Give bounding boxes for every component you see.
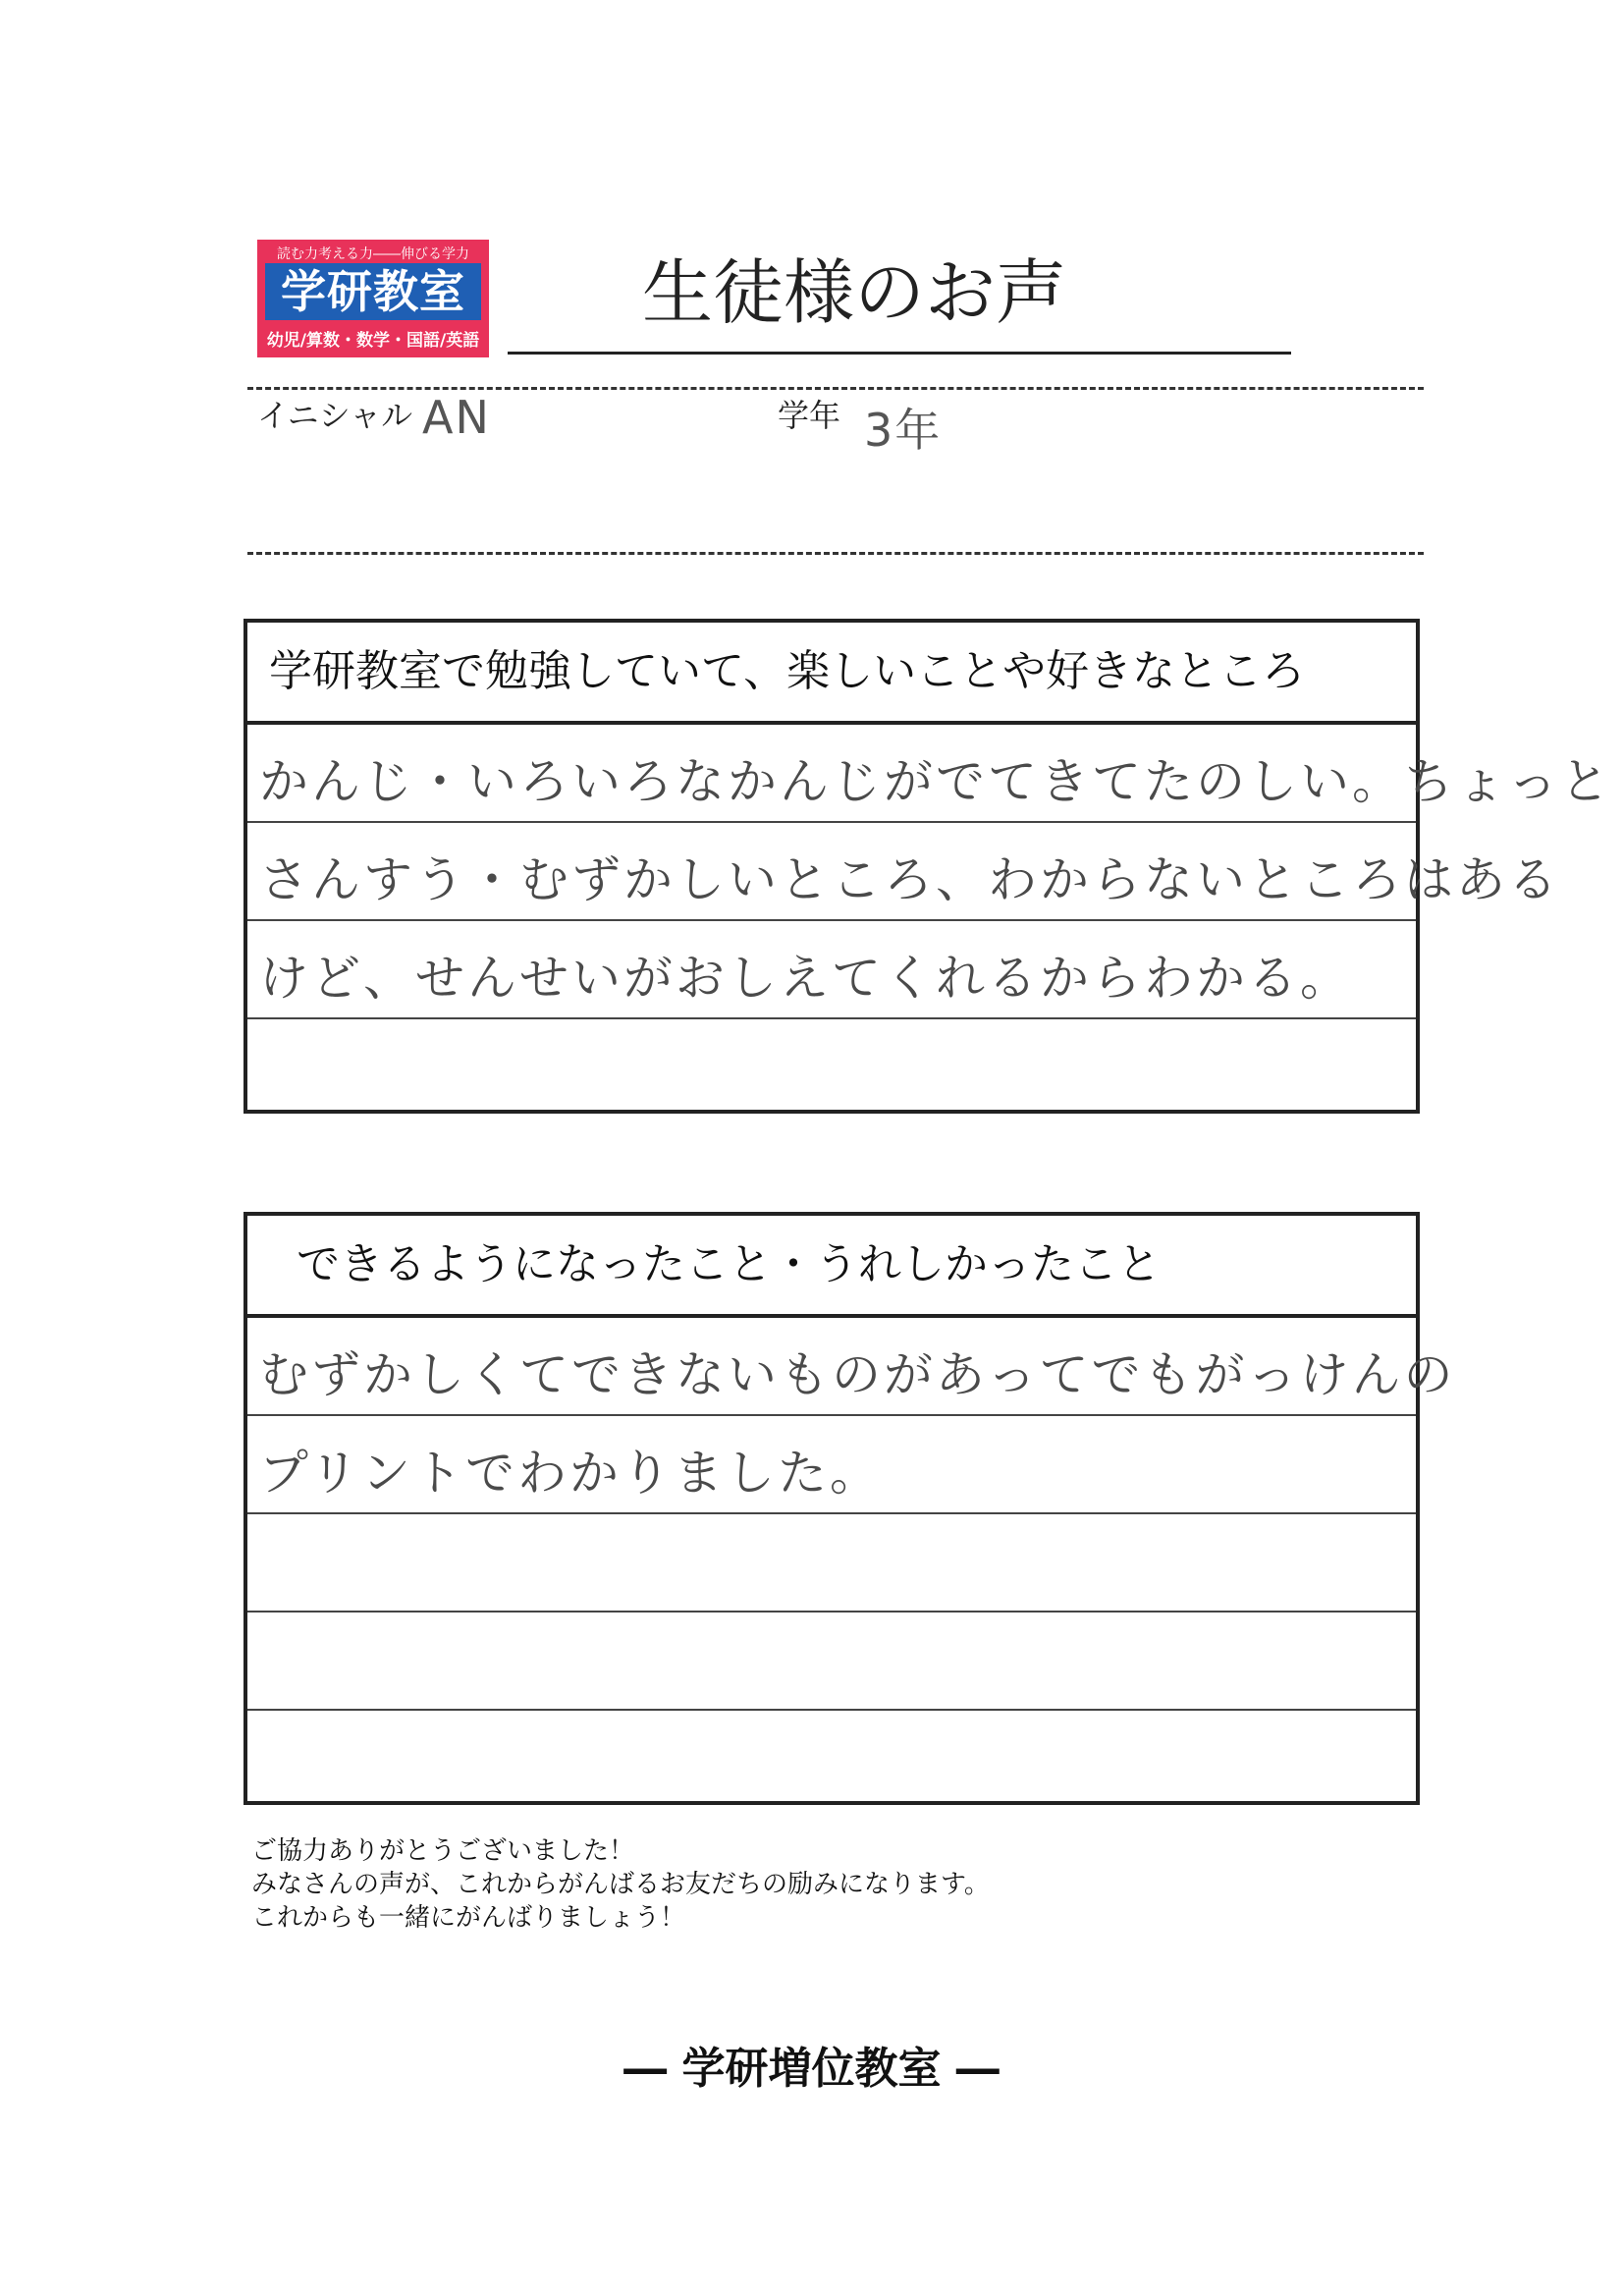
answer-line [247,921,1416,1019]
handwritten-answer: さんすう・むずかしいところ、わからないところはある [259,851,1560,908]
handwritten-answer: むずかしくてできないものがあってでもがっけんの [259,1346,1456,1403]
answer-line [247,725,1612,823]
handwritten-answer: けど、せんせいがおしえてくれるからわかる。 [259,950,1352,1007]
handwritten-answer: プリントでわかりました。 [259,1445,882,1502]
logo-subjects: 幼児/算数・数学・国語/英語 [266,331,480,351]
thanks-note [251,1834,990,1935]
thanks-line: ご協力ありがとうございました！ [251,1836,635,1866]
answer-line [247,1318,1456,1416]
answer-line [247,823,1560,921]
thanks-line: みなさんの声が、これからがんばるお友だちの励みになります。 [251,1870,990,1899]
answer-line [247,1711,1416,1809]
handwritten-answer: かんじ・いろいろなかんじがでてきてたのしい。ちょっと [259,753,1612,810]
logo-name: 学研教室 [265,263,481,320]
initial-label: イニシャル [257,397,413,434]
section-achievements-heading: できるようになったこと・うれしかったこと [247,1216,1416,1318]
dashed-divider-top [247,387,1424,390]
thanks-line: これからも一緒にがんばりましょう！ [251,1903,686,1933]
gakken-logo [257,240,489,357]
grade-value: 3年 [864,404,943,457]
answer-line [247,1019,1416,1118]
page-title: 生徒様のお声 [641,251,1066,334]
dashed-divider-bottom [247,552,1424,555]
logo-tagline: 読む力考える力――伸びる学力 [277,246,469,262]
title-underline [508,352,1291,355]
section-enjoyment [243,619,1612,1114]
classroom-name: ― 学研増位教室 ― [623,2044,1000,2094]
section-achievements [243,1212,1456,1805]
initial-value: AN [422,391,491,444]
answer-line [247,1416,1416,1514]
grade-label: 学年 [778,397,841,434]
answer-line [247,1514,1416,1613]
section-enjoyment-heading: 学研教室で勉強していて、楽しいことや好きなところ [247,623,1416,725]
answer-line [247,1613,1416,1711]
